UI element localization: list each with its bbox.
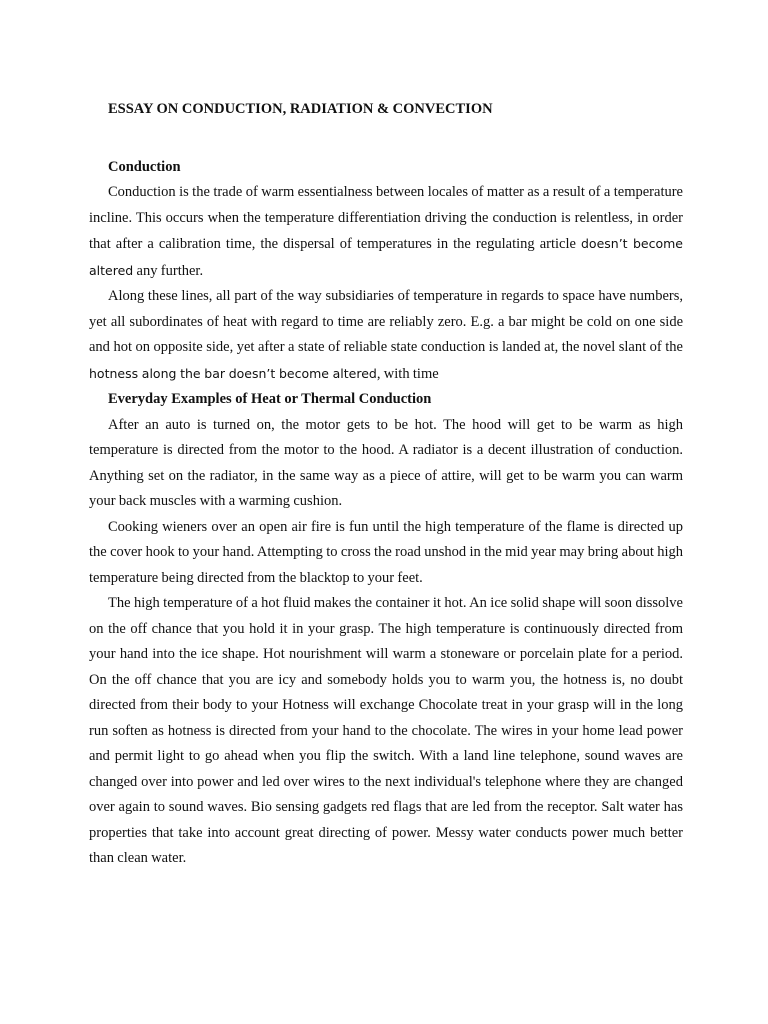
heading-conduction: Conduction [108, 158, 181, 175]
text-run: any further. [133, 262, 204, 279]
essay-title: ESSAY ON CONDUCTION, RADIATION & CONVECTION [108, 101, 493, 117]
text-run: Along these lines, all part of the way subsidiaries of temperature in regards to space have numbers, yet all subordinates of heat with regard to time are reliably zero. E.g. a bar might be cold on one side and hot on opposite side, yet after a state of reliable state conduction is landed at, the novel slant of the [89, 288, 683, 355]
paragraph-conduction-definition [89, 180, 683, 284]
text-run: , with time [376, 365, 439, 382]
text-run-alt-font: hotness along the bar doesn’t become altered [89, 365, 377, 381]
paragraph-conduction-steady-state [89, 284, 683, 387]
heading-everyday-examples: Everyday Examples of Heat or Thermal Conduction [108, 391, 432, 407]
paragraph-examples-cooking: Cooking wieners over an open air fire is fun until the high temperature of the flame is directed up the cover hook to your hand. Attempting to cross the road unshod in the mid year may bring about high temperature being directed from the blacktop to your feet. [89, 518, 683, 586]
paragraph-examples-hot-fluid: The high temperature of a hot fluid makes the container it hot. An ice solid shape will soon dissolve on the off chance that you hold it in your grasp. The high temperature is continuously directed from your hand into the ice shape. Hot nourishment will warm a stoneware or porcelain plate for a period. On the off chance that you are icy and somebody holds you to warm you, the hotness is, no doubt directed from their body to your Hotness will exchange Chocolate treat in your grasp will in the long run soften as hotness is directed from your hand to the chocolate. The wires in your home lead power and permit light to go ahead when you flip the switch. With a land line telephone, sound waves are changed over into power and led over wires to the next individual's telephone where they are changed over again to sound waves. Bio sensing gadgets red flags that are led from the receptor. Salt water has properties that take into account great directing of power. Messy water conducts power much better than clean water. [89, 595, 683, 866]
text-run-alt-font: doesn’t become altered [89, 236, 683, 278]
document-body [89, 97, 683, 872]
paragraph-examples-auto: After an auto is turned on, the motor gets to be hot. The hood will get to be warm as high temperature is directed from the motor to the hood. A radiator is a decent illustration of conduction. Anything set on the radiator, in the same way as a piece of attire, will get to be warm you can warm your back muscles with a warming cushion. [89, 416, 683, 509]
text-run: Conduction is the trade of warm essentialness between locales of matter as a result of a temperature incline. This occurs when the temperature differentiation driving the conduction is relentless, in order that after a calibration time, the dispersal of temperatures in the regulating article [89, 184, 683, 252]
